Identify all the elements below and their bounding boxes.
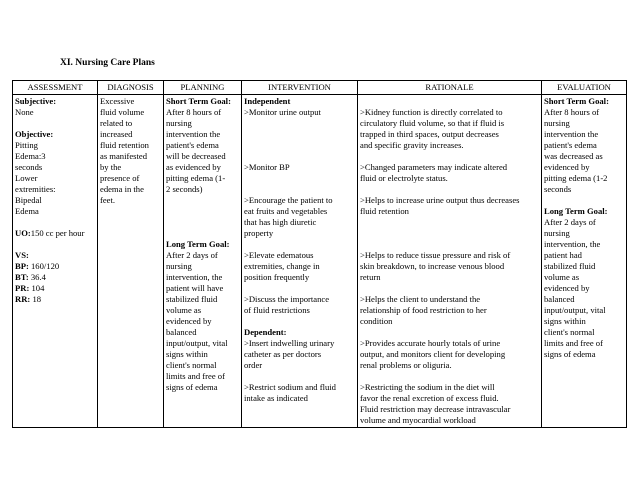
intervention-line: of fluid restrictions bbox=[244, 305, 310, 315]
evaluation-line: intervention, the bbox=[544, 239, 601, 249]
intervention-line: catheter as per doctors bbox=[244, 349, 322, 359]
care-plan-row bbox=[13, 95, 627, 428]
rationale-line: >Helps to increase urine output thus decreases bbox=[360, 195, 520, 205]
diagnosis-line: increased bbox=[100, 129, 133, 139]
vital-value: 160/120 bbox=[31, 261, 60, 271]
evaluation-line: signs within bbox=[544, 316, 586, 326]
header-intervention: INTERVENTION bbox=[242, 81, 358, 95]
header-evaluation: EVALUATION bbox=[542, 81, 627, 95]
diagnosis-line: Excessive bbox=[100, 96, 135, 106]
diagnosis-line: presence of bbox=[100, 173, 140, 183]
rationale-line: >Provides accurate hourly totals of urine bbox=[360, 338, 501, 348]
planning-line: client's normal bbox=[166, 360, 217, 370]
objective-line: Pitting bbox=[15, 140, 38, 150]
planning-line: volume as bbox=[166, 305, 202, 315]
planning-line: nursing bbox=[166, 118, 192, 128]
vs-label: VS: bbox=[15, 250, 29, 260]
planning-line: pitting edema (1- bbox=[166, 173, 226, 183]
diagnosis-line: related to bbox=[100, 118, 133, 128]
intervention-line: that has high diuretic bbox=[244, 217, 317, 227]
planning-line: balanced bbox=[166, 327, 197, 337]
diagnosis-line: edema in the bbox=[100, 184, 144, 194]
planning-line: limits and free of bbox=[166, 371, 225, 381]
vital-label: BT: bbox=[15, 272, 29, 282]
diagnosis-line: by the bbox=[100, 162, 122, 172]
header-planning: PLANNING bbox=[164, 81, 242, 95]
header-rationale: RATIONALE bbox=[358, 81, 542, 95]
diagnosis-cell bbox=[98, 95, 164, 428]
evaluation-line: patient had bbox=[544, 250, 582, 260]
planning-line: input/output, vital bbox=[166, 338, 228, 348]
rationale-line: favor the renal excretion of excess fluid. bbox=[360, 393, 499, 403]
planning-line: signs of edema bbox=[166, 382, 218, 392]
rationale-line: trapped in third spaces, output decreases bbox=[360, 129, 499, 139]
vital-value: 36.4 bbox=[30, 272, 46, 282]
objective-line: Edema bbox=[15, 206, 39, 216]
planning-line: signs within bbox=[166, 349, 208, 359]
planning-long-term-label: Long Term Goal: bbox=[166, 239, 230, 249]
rationale-line: output, and monitors client for developing bbox=[360, 349, 506, 359]
rationale-line: and specific gravity increases. bbox=[360, 140, 464, 150]
evaluation-line: volume as bbox=[544, 272, 580, 282]
planning-line: patient will have bbox=[166, 283, 224, 293]
rationale-line: >Restricting the sodium in the diet will bbox=[360, 382, 495, 392]
evaluation-line: seconds bbox=[544, 184, 572, 194]
intervention-line: >Encourage the patient to bbox=[244, 195, 333, 205]
planning-line: stabilized fluid bbox=[166, 294, 218, 304]
vital-label: BP: bbox=[15, 261, 29, 271]
planning-line: After 8 hours of bbox=[166, 107, 222, 117]
header-diagnosis: DIAGNOSIS bbox=[98, 81, 164, 95]
evaluation-line: After 2 days of bbox=[544, 217, 596, 227]
intervention-line: >Discuss the importance bbox=[244, 294, 330, 304]
evaluation-line: balanced bbox=[544, 294, 575, 304]
evaluation-cell bbox=[542, 95, 627, 428]
rationale-line: Fluid restriction may decrease intravascular bbox=[360, 404, 511, 414]
planning-line: intervention, the bbox=[166, 272, 223, 282]
diagnosis-line: as manifested bbox=[100, 151, 148, 161]
intervention-line: eat fruits and vegetables bbox=[244, 206, 328, 216]
intervention-line: position frequently bbox=[244, 272, 310, 282]
planning-line: as evidenced by bbox=[166, 162, 221, 172]
section-title: XI. Nursing Care Plans bbox=[60, 58, 155, 68]
rationale-line: >Helps to reduce tissue pressure and risk of bbox=[360, 250, 511, 260]
rationale-line: return bbox=[360, 272, 381, 282]
intervention-line: >Insert indwelling urinary bbox=[244, 338, 335, 348]
planning-cell bbox=[164, 95, 242, 428]
intervention-line: >Elevate edematous bbox=[244, 250, 314, 260]
rationale-line: >Kidney function is directly correlated to bbox=[360, 107, 503, 117]
intervention-line: property bbox=[244, 228, 274, 238]
evaluation-line: intervention the bbox=[544, 129, 599, 139]
assessment-cell bbox=[13, 95, 98, 428]
planning-line: 2 seconds) bbox=[166, 184, 203, 194]
planning-line: After 2 days of bbox=[166, 250, 218, 260]
diagnosis-line: fluid retention bbox=[100, 140, 149, 150]
rationale-line: >Changed parameters may indicate altered bbox=[360, 162, 508, 172]
objective-label: Objective: bbox=[15, 129, 54, 139]
uo-value: 150 cc per hour bbox=[30, 228, 85, 238]
evaluation-line: was decreased as bbox=[544, 151, 603, 161]
independent-label: Independent bbox=[244, 96, 291, 106]
rationale-line: skin breakdown, to increase venous blood bbox=[360, 261, 505, 271]
rationale-cell bbox=[358, 95, 542, 428]
objective-line: Edema:3 bbox=[15, 151, 46, 161]
planning-line: evidenced by bbox=[166, 316, 212, 326]
dependent-label: Dependent: bbox=[244, 327, 287, 337]
objective-line: extremities: bbox=[15, 184, 56, 194]
rationale-line: circulatory fluid volume, so that if fluid is bbox=[360, 118, 505, 128]
objective-line: Bipedal bbox=[15, 195, 42, 205]
evaluation-line: pitting edema (1-2 bbox=[544, 173, 608, 183]
planning-short-term-label: Short Term Goal: bbox=[166, 96, 231, 106]
subjective-label: Subjective: bbox=[15, 96, 57, 106]
planning-line: will be decreased bbox=[166, 151, 226, 161]
evaluation-short-term-label: Short Term Goal: bbox=[544, 96, 609, 106]
planning-line: nursing bbox=[166, 261, 192, 271]
evaluation-line: signs of edema bbox=[544, 349, 596, 359]
evaluation-long-term-label: Long Term Goal: bbox=[544, 206, 608, 216]
intervention-line: >Restrict sodium and fluid bbox=[244, 382, 336, 392]
rationale-line: renal problems or oliguria. bbox=[360, 360, 452, 370]
planning-line: patient's edema bbox=[166, 140, 219, 150]
intervention-cell bbox=[242, 95, 358, 428]
evaluation-line: client's normal bbox=[544, 327, 595, 337]
diagnosis-line: fluid volume bbox=[100, 107, 145, 117]
vital-value: 104 bbox=[31, 283, 45, 293]
diagnosis-line: feet. bbox=[100, 195, 116, 205]
nursing-care-plan-table bbox=[12, 80, 627, 428]
vital-label: PR: bbox=[15, 283, 30, 293]
objective-line: seconds bbox=[15, 162, 43, 172]
vital-value: 18 bbox=[32, 294, 42, 304]
rationale-line: condition bbox=[360, 316, 393, 326]
vital-label: RR: bbox=[15, 294, 31, 304]
evaluation-line: patient's edema bbox=[544, 140, 597, 150]
intervention-line: >Monitor BP bbox=[244, 162, 290, 172]
intervention-line: intake as indicated bbox=[244, 393, 308, 403]
evaluation-line: nursing bbox=[544, 228, 570, 238]
rationale-line: >Helps the client to understand the bbox=[360, 294, 481, 304]
intervention-line: >Monitor urine output bbox=[244, 107, 321, 117]
rationale-line: volume and myocardial workload bbox=[360, 415, 476, 425]
evaluation-line: limits and free of bbox=[544, 338, 603, 348]
rationale-line: relationship of food restriction to her bbox=[360, 305, 487, 315]
uo-label: UO: bbox=[15, 228, 31, 238]
evaluation-line: input/output, vital bbox=[544, 305, 606, 315]
subjective-value: None bbox=[15, 107, 34, 117]
rationale-line: fluid retention bbox=[360, 206, 409, 216]
evaluation-line: evidenced by bbox=[544, 162, 590, 172]
evaluation-line: stabilized fluid bbox=[544, 261, 596, 271]
header-assessment: ASSESSMENT bbox=[13, 81, 98, 95]
evaluation-line: evidenced by bbox=[544, 283, 590, 293]
header-row bbox=[13, 81, 627, 95]
evaluation-line: nursing bbox=[544, 118, 570, 128]
rationale-line: fluid or electrolyte status. bbox=[360, 173, 448, 183]
evaluation-line: After 8 hours of bbox=[544, 107, 600, 117]
objective-line: Lower bbox=[15, 173, 38, 183]
intervention-line: extremities, change in bbox=[244, 261, 320, 271]
intervention-line: order bbox=[244, 360, 263, 370]
planning-line: intervention the bbox=[166, 129, 221, 139]
